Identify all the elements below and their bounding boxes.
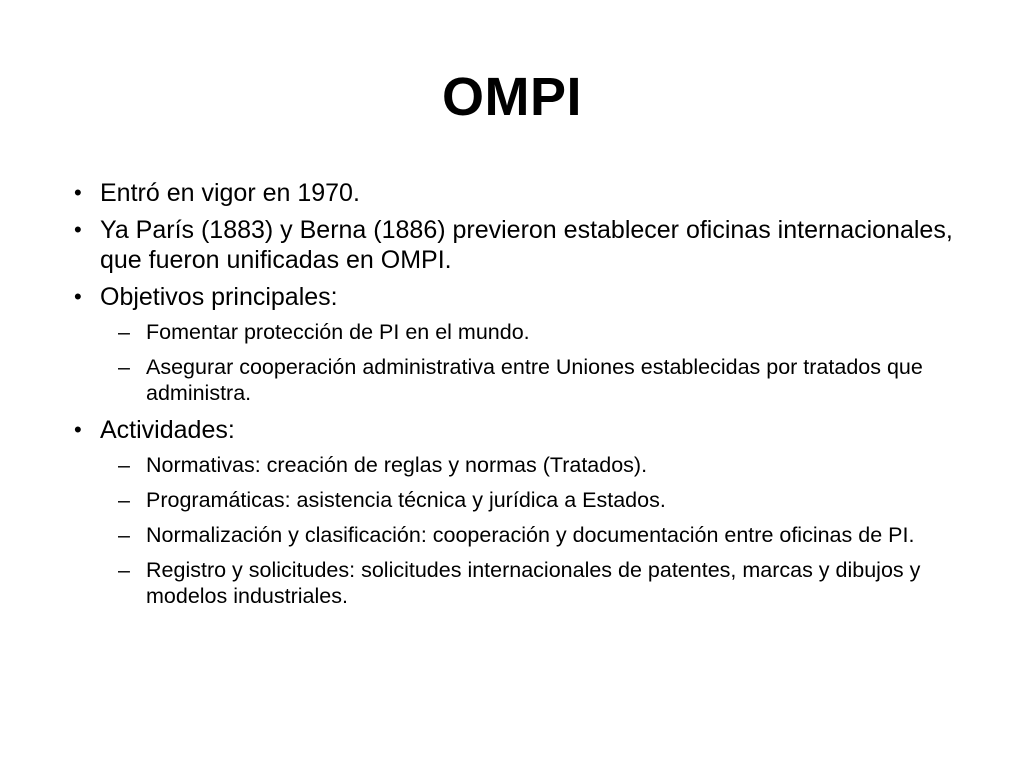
- sub-item-text: Asegurar cooperación administrativa entre Uniones establecidas por tratados que administra.: [146, 355, 923, 405]
- dash-icon: –: [118, 488, 130, 512]
- sub-list: [74, 319, 964, 406]
- sub-item-text: Fomentar protección de PI en el mundo.: [146, 320, 530, 344]
- dash-icon: –: [118, 453, 130, 477]
- bullet-icon: •: [74, 180, 82, 205]
- sub-item: [118, 319, 964, 345]
- dash-icon: –: [118, 523, 130, 547]
- dash-icon: –: [118, 320, 130, 344]
- bullet-item: [74, 282, 964, 312]
- sub-item-text: Registro y solicitudes: solicitudes internacionales de patentes, marcas y dibujos y modelos industriales.: [146, 558, 921, 608]
- dash-icon: –: [118, 558, 130, 582]
- sub-list: [74, 452, 964, 609]
- bullet-item: [74, 178, 964, 208]
- bullet-text: Objetivos principales:: [100, 283, 338, 311]
- bullet-icon: •: [74, 284, 82, 309]
- sub-item-text: Programáticas: asistencia técnica y jurídica a Estados.: [146, 488, 666, 512]
- bullet-text: Entró en vigor en 1970.: [100, 179, 360, 207]
- sub-item: [118, 354, 964, 406]
- bullet-icon: •: [74, 217, 82, 242]
- slide-content: [74, 178, 964, 618]
- bullet-item: [74, 415, 964, 445]
- bullet-item: [74, 215, 964, 275]
- bullet-text: Actividades:: [100, 416, 235, 444]
- bullet-text: Ya París (1883) y Berna (1886) previeron establecer oficinas internacionales, que fueron unificadas en OMPI.: [100, 216, 953, 274]
- sub-item-text: Normalización y clasificación: cooperación y documentación entre oficinas de PI.: [146, 523, 915, 547]
- sub-item: [118, 487, 964, 513]
- bullet-icon: •: [74, 417, 82, 442]
- slide-title: OMPI: [441, 67, 582, 127]
- dash-icon: –: [118, 355, 130, 379]
- sub-item: [118, 522, 964, 548]
- sub-item: [118, 452, 964, 478]
- sub-item: [118, 557, 964, 609]
- sub-item-text: Normativas: creación de reglas y normas (Tratados).: [146, 453, 648, 477]
